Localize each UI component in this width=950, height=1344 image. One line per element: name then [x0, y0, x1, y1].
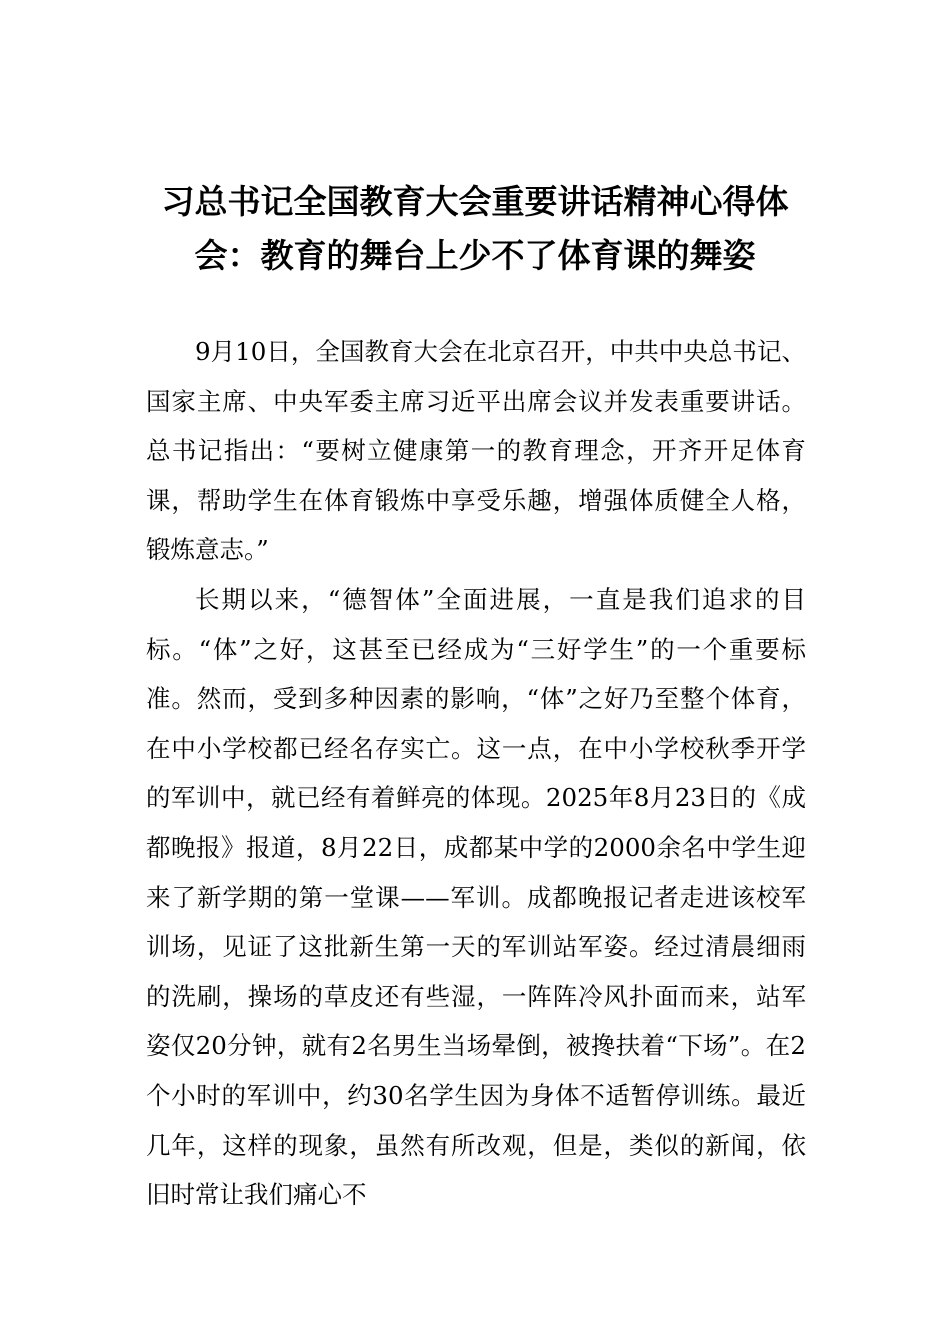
paragraph-1: 9月10日，全国教育大会在北京召开，中共中央总书记、国家主席、中央军委主席习近平出席会议并发表重要讲话。总书记指出：“要树立健康第一的教育理念，开齐开足体育课，帮助学生在体育锻炼中享受乐趣，增强体质健全人格，锻炼意志。”	[146, 337, 806, 565]
paragraph-2: 长期以来，“德智体”全面进展，一直是我们追求的目标。“体”之好，这甚至已经成为“三好学生”的一个重要标准。然而，受到多种因素的影响，“体”之好乃至整个体育，在中小学校都已经名存实亡。这一点，在中小学校秋季开学的军训中，就已经有着鲜亮的体现。2025年8月23日的《成都晚报》报道，8月22日，成都某中学的2000余名中学生迎来了新学期的第一堂课——军训。成都晚报记者走进该校军训场，见证了这批新生第一天的军训站军姿。经过清晨细雨的洗刷，操场的草皮还有些湿，一阵阵冷风扑面而来，站军姿仅20分钟，就有2名男生当场晕倒，被搀扶着“下场”。在2个小时的军训中，约30名学生因为身体不适暂停训练。最近几年，这样的现象，虽然有所改观，但是，类似的新闻，依旧时常让我们痛心不	[146, 584, 806, 1210]
document-title: 习总书记全国教育大会重要讲话精神心得体会：教育的舞台上少不了体育课的舞姿	[161, 182, 789, 275]
document-body	[146, 327, 806, 1220]
